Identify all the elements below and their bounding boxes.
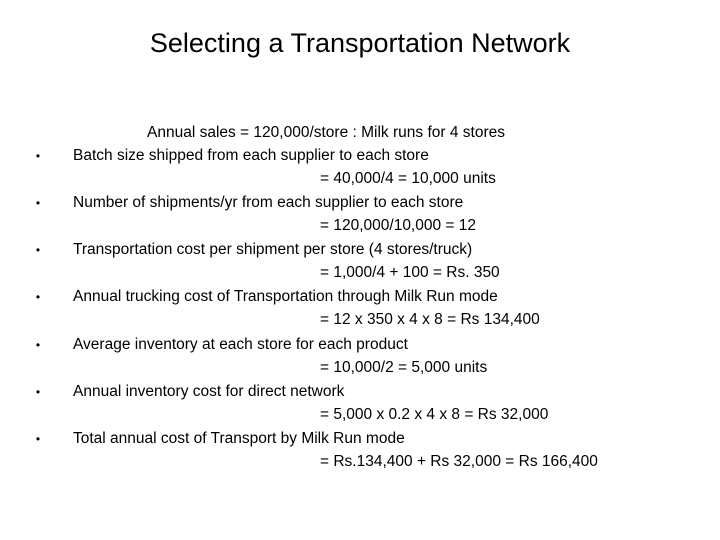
- item-text-batch-size: Batch size shipped from each supplier to each store: [73, 147, 429, 164]
- item-text-total-annual-cost: Total annual cost of Transport by Milk Run mode: [73, 430, 405, 447]
- bullet-marker: •: [35, 243, 41, 257]
- item-text-annual-trucking-cost: Annual trucking cost of Transportation through Milk Run mode: [73, 288, 498, 305]
- item-result-average-inventory: = 10,000/2 = 5,000 units: [320, 359, 488, 376]
- bullet-marker: •: [35, 385, 41, 399]
- item-result-transportation-cost: = 1,000/4 + 100 = Rs. 350: [320, 264, 500, 281]
- item-text-annual-inventory-cost: Annual inventory cost for direct network: [73, 383, 345, 400]
- item-text-transportation-cost: Transportation cost per shipment per store (4 stores/truck): [73, 241, 473, 258]
- item-result-total-annual-cost: = Rs.134,400 + Rs 32,000 = Rs 166,400: [320, 453, 598, 470]
- item-result-annual-trucking-cost: = 12 x 350 x 4 x 8 = Rs 134,400: [320, 311, 540, 328]
- item-result-batch-size: = 40,000/4 = 10,000 units: [320, 170, 496, 187]
- item-result-annual-inventory-cost: = 5,000 x 0.2 x 4 x 8 = Rs 32,000: [320, 406, 549, 423]
- item-text-number-of-shipments: Number of shipments/yr from each supplier to each store: [73, 194, 464, 211]
- bullet-marker: •: [35, 196, 41, 210]
- bullet-marker: •: [35, 149, 41, 163]
- item-text-average-inventory: Average inventory at each store for each product: [73, 336, 408, 353]
- slide-title: Selecting a Transportation Network: [149, 28, 571, 58]
- intro-text: Annual sales = 120,000/store : Milk runs for 4 stores: [147, 124, 505, 141]
- bullet-marker: •: [35, 338, 41, 352]
- bullet-marker: •: [35, 432, 41, 446]
- bullet-marker: •: [35, 290, 41, 304]
- item-result-number-of-shipments: = 120,000/10,000 = 12: [320, 217, 477, 234]
